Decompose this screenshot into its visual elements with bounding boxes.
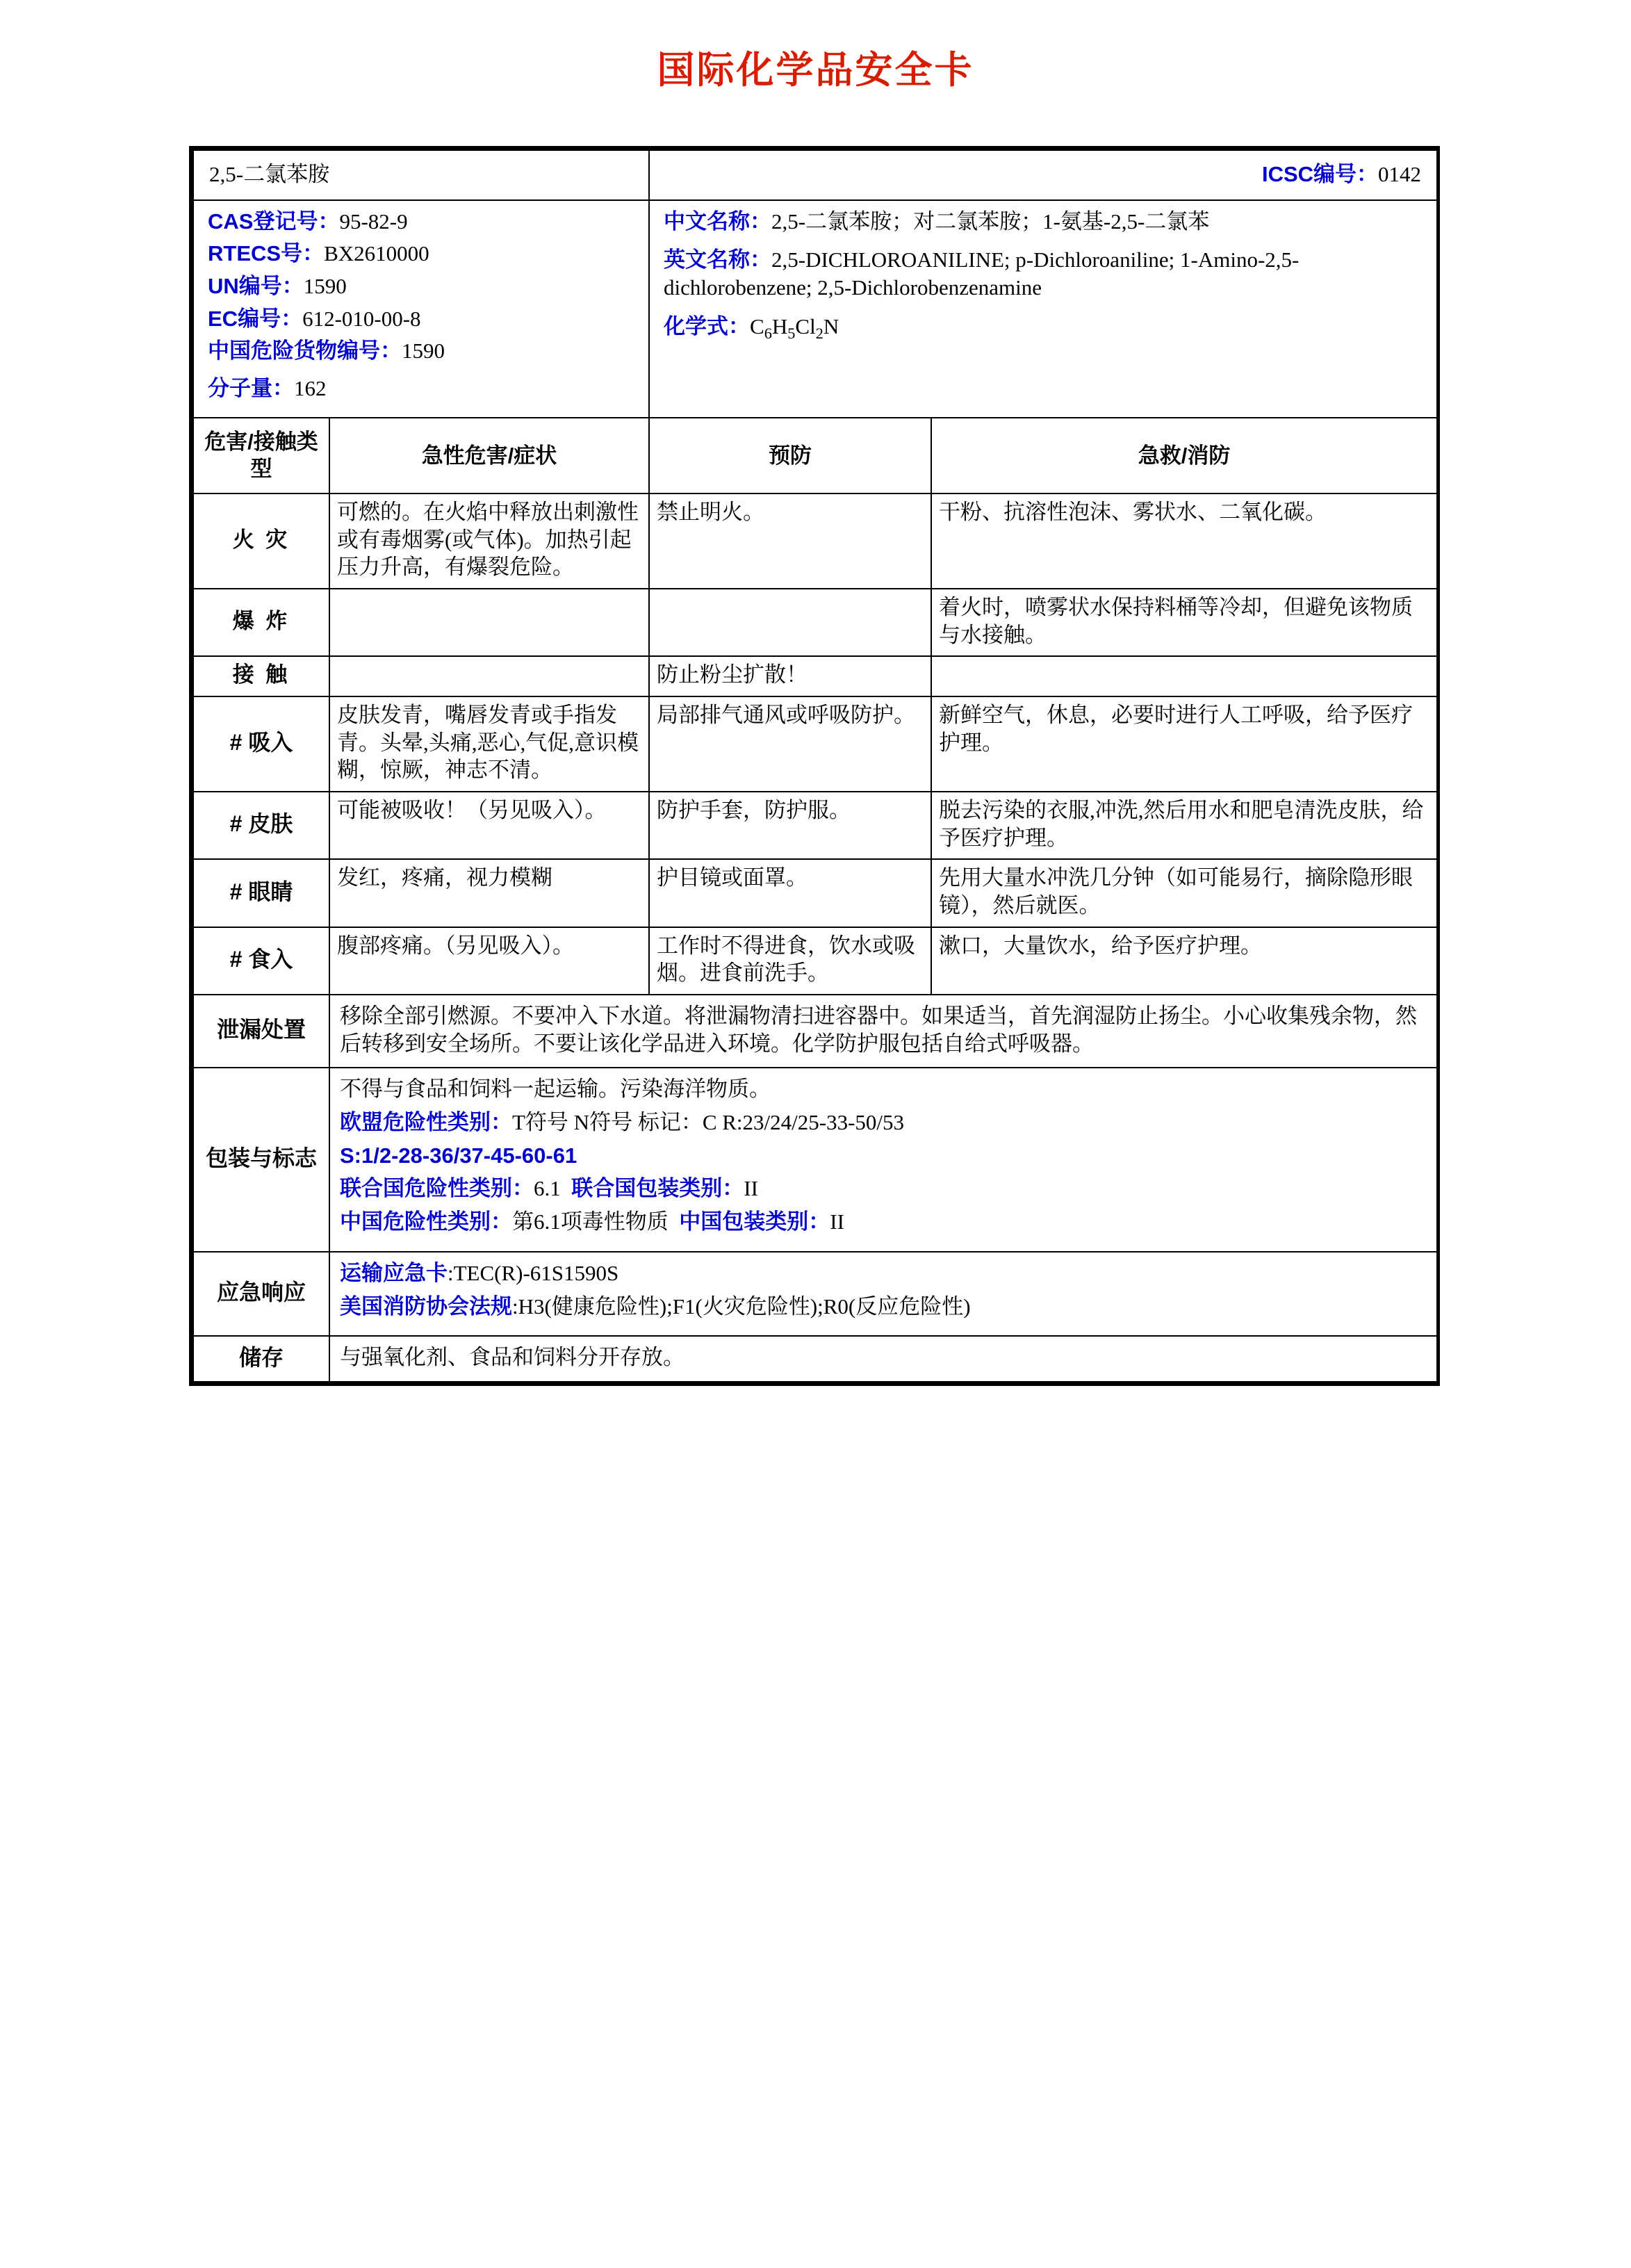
cn-dangerous-line — [208, 337, 639, 365]
formula-value: $C_6H_5Cl_2N$ — [750, 313, 839, 342]
row-label-skin: # 皮肤 — [193, 792, 329, 859]
en-name-value: 2,5-DICHLOROANILINE; p-Dichloroaniline; 1-Amino-2,5-dichlorobenzene; 2,5-Dichlorobenzenamine — [664, 247, 1300, 300]
row-skin-firstaid: 脱去污染的衣服,冲洗,然后用水和肥皂清洗皮肤，给予医疗护理。 — [931, 792, 1437, 859]
cn-dangerous-value: 1590 — [402, 338, 445, 364]
row-label-fire: 火 灾 — [193, 493, 329, 589]
table-row — [193, 995, 1437, 1068]
table-row-header — [193, 150, 1437, 200]
substance-name: 2,5-二氯苯胺 — [193, 150, 649, 200]
row-label-spillage: 泄漏处置 — [193, 995, 329, 1068]
cn-name-line — [664, 208, 1427, 236]
mw-line — [208, 375, 639, 402]
column-header-type-line1: 危害/接触类型 — [204, 429, 318, 482]
emergency-tec-line — [340, 1259, 1427, 1287]
row-fire-firstaid: 干粉、抗溶性泡沫、雾状水、二氧化碳。 — [931, 493, 1437, 589]
row-fire-prevention: 禁止明火。 — [649, 493, 931, 589]
mw-label: 分子量： — [208, 376, 294, 401]
row-ingestion-firstaid: 漱口，大量饮水，给予医疗护理。 — [931, 927, 1437, 995]
packaging-cn-pack-label: 中国包装类别： — [679, 1209, 830, 1234]
row-label-eyes: # 眼睛 — [193, 859, 329, 927]
cn-dangerous-label: 中国危险货物编号： — [208, 338, 402, 364]
packaging-un-class-label: 联合国危险性类别： — [340, 1176, 534, 1201]
emergency-tec-label: 运输应急卡 — [340, 1260, 448, 1285]
table-row — [193, 1068, 1437, 1251]
row-skin-hazard: 可能被吸收！（另见吸入）。 — [329, 792, 649, 859]
table-row — [193, 1336, 1437, 1382]
packaging-eu-label: 欧盟危险性类别： — [340, 1110, 512, 1135]
emergency-nfpa-value: :H3(健康危险性);F1(火灾危险性);R0(反应危险性) — [512, 1294, 971, 1319]
table-row — [193, 656, 1437, 696]
cas-label: CAS登记号： — [208, 209, 340, 234]
row-eyes-firstaid: 先用大量水冲洗几分钟（如可能易行，摘除隐形眼镜），然后就医。 — [931, 859, 1437, 927]
row-exposure-prevention: 防止粉尘扩散！ — [649, 656, 931, 696]
packaging-eu-value: T符号 N符号 标记：C R:23/24/25-33-50/53 — [512, 1110, 905, 1135]
packaging-line1: 不得与食品和饲料一起运输。污染海洋物质。 — [340, 1077, 771, 1102]
table-row-identification — [193, 200, 1437, 418]
packaging-un-line — [340, 1175, 1427, 1202]
table-row — [193, 1252, 1437, 1336]
column-header-firstaid: 急救/消防 — [931, 418, 1437, 493]
en-name-label: 英文名称： — [664, 247, 772, 272]
cas-line — [208, 208, 639, 236]
icsc-card — [189, 146, 1440, 1386]
un-value: 1590 — [303, 274, 347, 299]
table-row — [193, 589, 1437, 656]
row-label-emergency: 应急响应 — [193, 1252, 329, 1336]
table-row — [193, 927, 1437, 995]
cn-name-value: 2,5-二氯苯胺；对二氯苯胺；1-氨基-2,5-二氯苯 — [771, 209, 1210, 234]
rtecs-line — [208, 240, 639, 268]
emergency-tec-value: :TEC(R)-61S1590S — [448, 1260, 619, 1285]
row-label-storage: 储存 — [193, 1336, 329, 1382]
icsc-number-cell — [649, 150, 1437, 200]
packaging-cell — [329, 1068, 1437, 1251]
spillage-text: 移除全部引燃源。不要冲入下水道。将泄漏物清扫进容器中。如果适当，首先润湿防止扬尘。小心收集残余物，然后转移到安全场所。不要让该化学品进入环境。化学防护服包括自给式呼吸器。 — [329, 995, 1437, 1068]
row-ingestion-prevention: 工作时不得进食，饮水或吸烟。进食前洗手。 — [649, 927, 931, 995]
row-eyes-hazard: 发红，疼痛，视力模糊 — [329, 859, 649, 927]
table-row — [193, 493, 1437, 589]
row-inhalation-hazard: 皮肤发青，嘴唇发青或手指发青。头晕,头痛,恶心,气促,意识模糊，惊厥，神志不清。 — [329, 696, 649, 792]
row-ingestion-hazard: 腹部疼痛。（另见吸入）。 — [329, 927, 649, 995]
packaging-cn-class-value: 第6.1项毒性物质 — [512, 1209, 669, 1234]
row-explosion-prevention — [649, 589, 931, 656]
icsc-value: 0142 — [1378, 162, 1422, 186]
table-row — [193, 696, 1437, 792]
identification-left — [193, 200, 649, 418]
page-title: 国际化学品安全卡 — [657, 49, 974, 91]
ec-label: EC编号： — [208, 306, 303, 331]
emergency-cell — [329, 1252, 1437, 1336]
storage-text: 与强氧化剂、食品和饲料分开存放。 — [329, 1336, 1437, 1382]
ec-value: 612-010-00-8 — [302, 306, 421, 331]
row-explosion-hazard — [329, 589, 649, 656]
cn-name-label: 中文名称： — [664, 209, 772, 234]
row-explosion-firstaid: 着火时，喷雾状水保持料桶等冷却，但避免该物质与水接触。 — [931, 589, 1437, 656]
row-label-exposure: 接 触 — [193, 656, 329, 696]
row-eyes-prevention: 护目镜或面罩。 — [649, 859, 931, 927]
page — [0, 40, 1631, 2268]
column-header-hazard: 急性危害/症状 — [329, 418, 649, 493]
icsc-table — [192, 149, 1438, 1382]
un-label: UN编号： — [208, 274, 304, 299]
row-label-ingestion: # 食入 — [193, 927, 329, 995]
packaging-s-value: S:1/2-28-36/37-45-60-61 — [340, 1143, 577, 1168]
packaging-cn-line — [340, 1208, 1427, 1236]
icsc-label: ICSC编号： — [1261, 162, 1379, 186]
packaging-un-pack-label: 联合国包装类别： — [571, 1176, 744, 1201]
row-skin-prevention: 防护手套，防护服。 — [649, 792, 931, 859]
table-row — [193, 792, 1437, 859]
rtecs-value: BX2610000 — [324, 241, 429, 266]
row-inhalation-firstaid: 新鲜空气，休息，必要时进行人工呼吸，给予医疗护理。 — [931, 696, 1437, 792]
mw-value: 162 — [294, 376, 327, 401]
row-label-packaging: 包装与标志 — [193, 1068, 329, 1251]
row-fire-hazard: 可燃的。在火焰中释放出刺激性或有毒烟雾(或气体)。加热引起压力升高，有爆裂危险。 — [329, 493, 649, 589]
packaging-cn-class-label: 中国危险性类别： — [340, 1209, 512, 1234]
emergency-nfpa-line — [340, 1293, 1427, 1321]
table-row — [193, 859, 1437, 927]
table-row-column-headers — [193, 418, 1437, 493]
row-exposure-hazard — [329, 656, 649, 696]
packaging-cn-pack-value: II — [830, 1209, 844, 1234]
packaging-un-class-value: 6.1 — [534, 1176, 561, 1201]
row-exposure-firstaid — [931, 656, 1437, 696]
column-header-prevention: 预防 — [649, 418, 931, 493]
en-name-line — [664, 246, 1427, 301]
formula-label: 化学式： — [664, 313, 751, 338]
ec-line — [208, 305, 639, 333]
row-inhalation-prevention: 局部排气通风或呼吸防护。 — [649, 696, 931, 792]
packaging-eu-line — [340, 1109, 1427, 1136]
emergency-nfpa-label: 美国消防协会法规 — [340, 1294, 512, 1319]
row-label-inhalation: # 吸入 — [193, 696, 329, 792]
un-line — [208, 272, 639, 300]
identification-right — [649, 200, 1437, 418]
row-label-explosion: 爆 炸 — [193, 589, 329, 656]
packaging-un-pack-value: II — [744, 1176, 758, 1201]
formula-line — [664, 313, 1427, 344]
column-header-type — [193, 418, 329, 493]
cas-value: 95-82-9 — [339, 209, 408, 234]
rtecs-label: RTECS号： — [208, 241, 325, 266]
